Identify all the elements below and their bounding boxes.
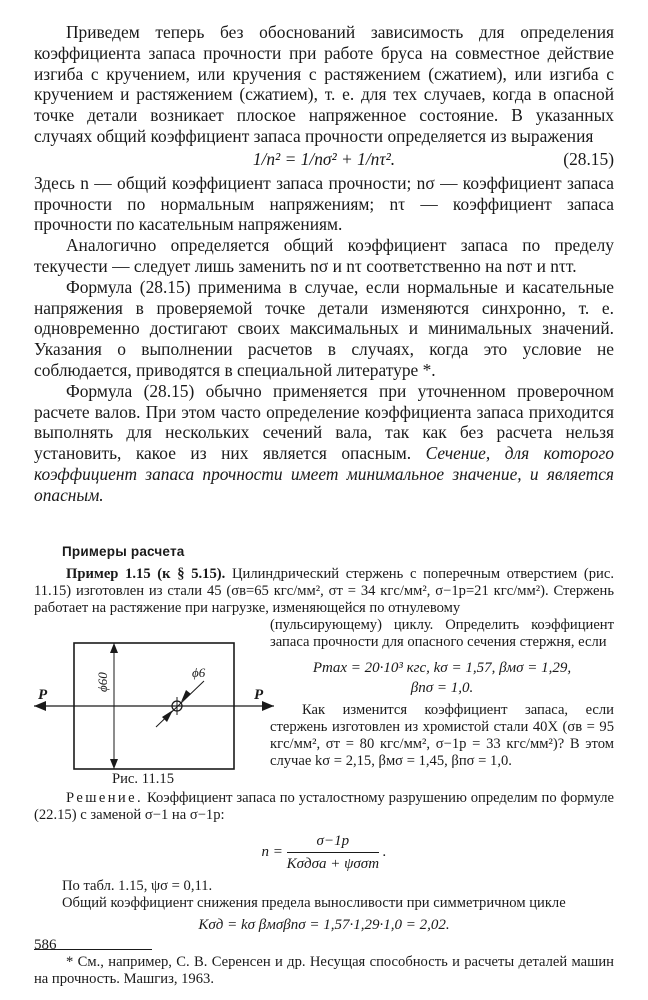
given-line-2: βпσ = 1,0.	[410, 679, 474, 696]
label-force-right: P	[254, 687, 264, 704]
hole-leader	[156, 681, 204, 727]
eq2-fraction	[287, 831, 379, 874]
paragraph-yield: Аналогично определяется общий коэффициент запаса по пределу текучести — следует лишь заменить nσ и nτ соответственно на nσт и nτт.	[34, 235, 614, 276]
footnote: * См., например, С. В. Серенсен и др. Несущая способность и расчеты деталей машин на прочность. Машгиз, 1963.	[34, 953, 614, 988]
dim-arrow-bottom	[110, 759, 118, 769]
label-hole: ϕ6	[192, 665, 206, 681]
solution-text: Коэффициент запаса по усталостному разрушению определим по формуле (22.15) с заменой σ−1 на σ−1р:	[34, 790, 614, 824]
equation-28-15	[34, 149, 614, 170]
page-content	[34, 22, 614, 988]
figure-rod-diagram	[34, 619, 274, 779]
paragraph-applicability: Формула (28.15) применима в случае, если нормальные и касательные напряжения в проверяемой точке детали изменяются синхронно, т. е. одновременно достигают своих максимальных и минимальных значений. Указания о выполнении расчетов в случаях, когда это условие не соблюдается, приводятся в специальной литературе *.	[34, 276, 614, 380]
example-label: Пример 1.15 (к § 5.15).	[66, 565, 226, 582]
example-text-1: Цилиндрический стержень с поперечным отверстием (рис. 11.15) изготовлен из стали 45 (σв=65 кгс/мм², σт = 34 кгс/мм², σ−1р=21 кгс/мм²). Стержень работает на растяжение при нагрузке, изменяющейся по отнулевому	[34, 565, 614, 616]
figure-caption: Рис. 11.15	[112, 771, 174, 788]
equation-number: (28.15)	[563, 148, 614, 169]
example-text-2: (пульсирующему) циклу. Определить коэффициент запаса прочности для опасного сечения стержня, если	[270, 617, 614, 651]
eq2-denominator: Kσдσa + ψσσm	[286, 855, 380, 872]
eq2-lhs: n =	[261, 843, 283, 860]
eq2-end: .	[382, 843, 387, 860]
hole-leader-arrow-2	[181, 690, 191, 702]
eq2-numerator: σ−1р	[287, 831, 379, 853]
dim-arrow-top	[110, 643, 118, 653]
label-diameter: ϕ60	[95, 672, 110, 693]
equation-safety-factor	[34, 831, 614, 874]
given-values	[270, 658, 614, 698]
example-question: Как изменится коэффициент запаса, если стержень изготовлен из хромистой стали 40Х (σв = 95 кгс/мм², σт = 80 кгс/мм², σ−1р = 33 кгс/мм²)? В этом случае kσ = 2,15, βмσ = 1,45, βпσ = 1,0.	[270, 701, 614, 770]
label-force-left: P	[38, 687, 48, 704]
shaft-check-italic: Сечение, для которого коэффициент запаса прочности имеет минимальное значение, и является опасным.	[34, 443, 614, 505]
solution-paragraph	[34, 790, 614, 824]
paragraph-shaft-check	[34, 381, 614, 506]
equation-formula: 1/n² = 1/nσ² + 1/nτ².	[252, 148, 396, 169]
equation-reduction: Kσд = kσ βмσβпσ = 1,57·1,29·1,0 = 2,02.	[198, 916, 450, 933]
page-number: 586	[34, 937, 57, 953]
figure-block	[34, 617, 614, 792]
table-reference: По табл. 1.15, ψσ = 0,11.	[62, 877, 213, 894]
paragraph-intro: Приведем теперь без обоснований зависимость для определения коэффициента запаса прочности при работе бруса на совместное действие изгиба с кручением, или кручения с растяжением (сжатием), или изгиба с кручением и растяжением (сжатием), т. е. для тех случаев, когда в опасной точке детали возникает плоское напряженное состояние. В указанных случаях общий коэффициент запаса прочности определяется из выражения	[34, 22, 614, 146]
solution-label: Решение.	[66, 790, 144, 807]
shaft-check-text: Формула (28.15) обычно применяется при уточненном проверочном расчете валов. При этом часто определение коэффициента запаса приходится выполнять для нескольких сечений вала, так как без расчета нельзя установить, какое из них является опасным.	[34, 380, 614, 464]
reduction-text: Общий коэффициент снижения предела выносливости при симметричном цикле	[62, 894, 566, 911]
paragraph-definitions: Здесь n — общий коэффициент запаса прочности; nσ — коэффициент запаса прочности по нормальным напряжениям; nτ — коэффициент запаса прочности по касательным напряжениям.	[34, 172, 614, 235]
section-heading: Примеры расчета	[62, 543, 185, 559]
example-intro	[34, 566, 614, 618]
example-right-column	[270, 617, 614, 770]
given-line-1: Pmax = 20·10³ кгс, kσ = 1,57, βмσ = 1,29,	[312, 659, 572, 676]
